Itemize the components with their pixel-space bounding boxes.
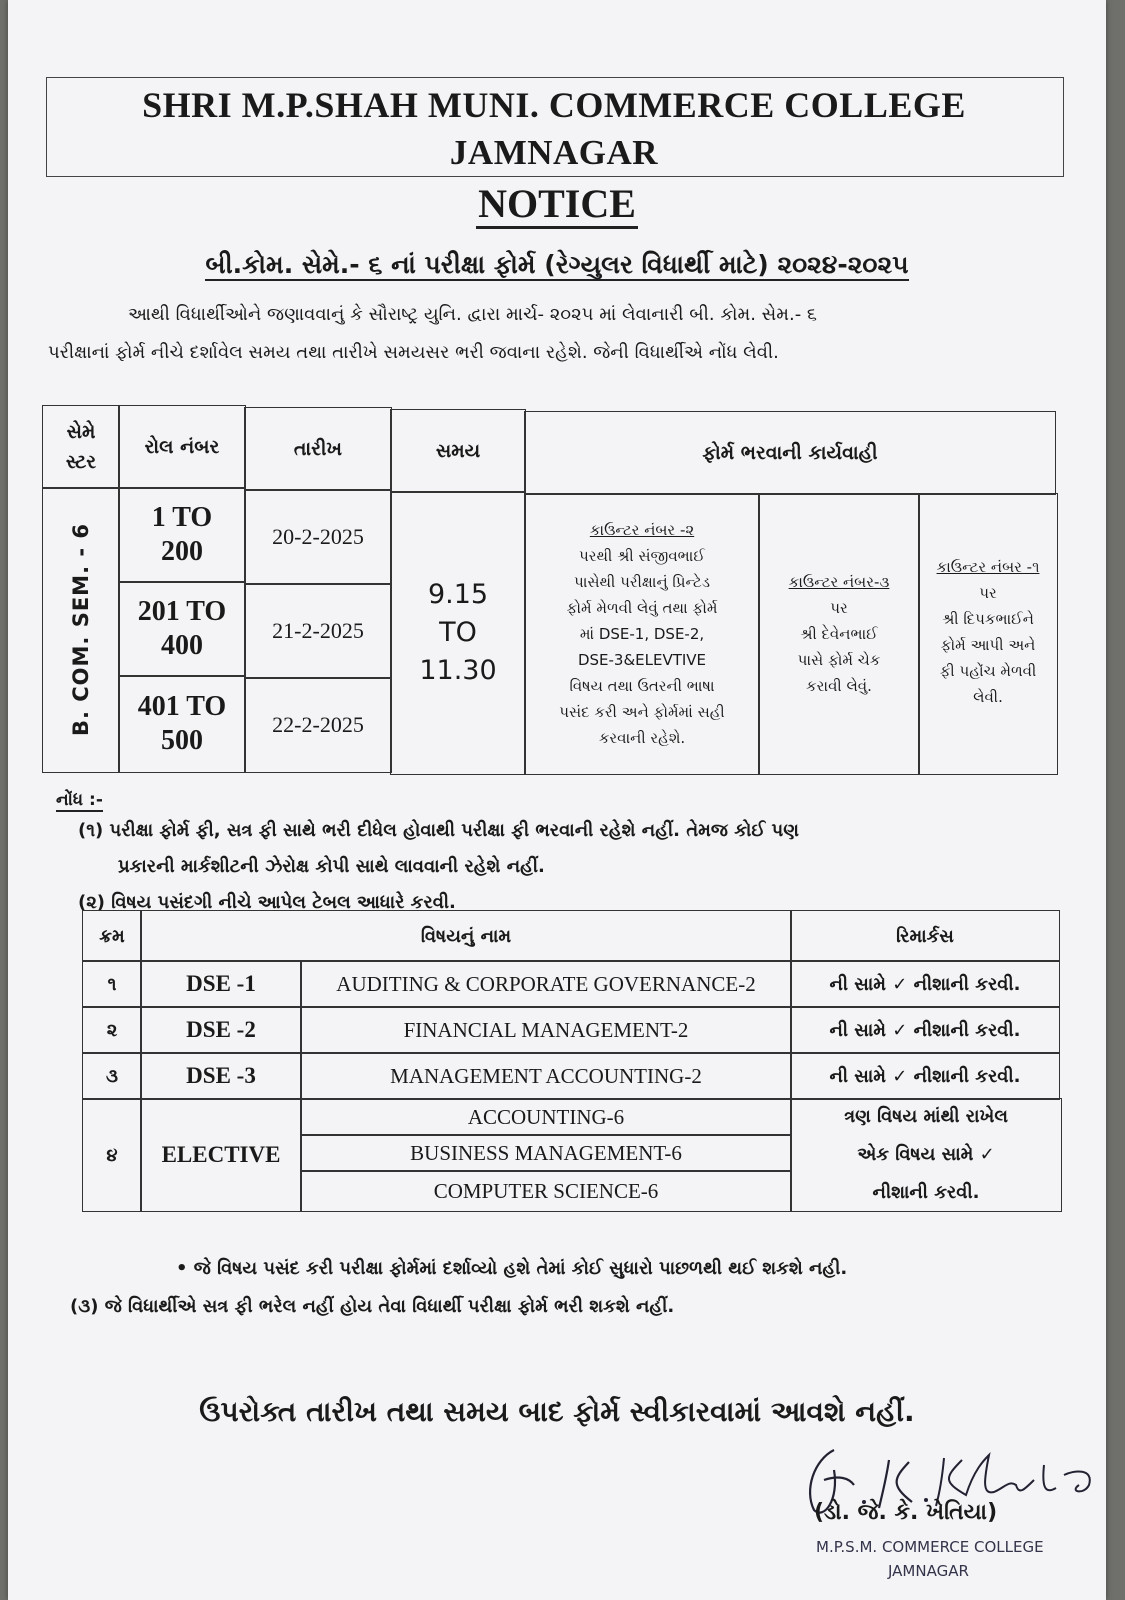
subject-header-no: ક્રમ [82, 910, 142, 962]
college-name: SHRI M.P.SHAH MUNI. COMMERCE COLLEGE [142, 85, 966, 125]
header-time: સમય [390, 409, 526, 493]
subject-row-3-no: ૩ [82, 1052, 142, 1100]
notes-title: નોંધ :- [56, 790, 103, 810]
counter-3-line: પાસે ફોર્મ ચેક [797, 651, 881, 669]
date-cell-2: 21-2-2025 [244, 583, 392, 679]
subject-row-2-name: FINANCIAL MANAGEMENT-2 [300, 1006, 792, 1054]
note-3: (૩) જે વિધાર્થીએ સત્ર ફી ભરેલ નહીં હોય તેવા વિધાર્થી પરીક્ષા ફોર્મ ભરી શકશે નહીં. [70, 1296, 675, 1317]
counter-2-line: પાસેથી પરીક્ષાનું પ્રિન્ટેડ [573, 573, 711, 591]
subject-row-1-remark: ની સામે ✓ નીશાની કરવી. [790, 960, 1060, 1008]
subject-header-remarks: રિમાર્કસ [790, 910, 1060, 962]
time-end: 11.30 [419, 655, 497, 686]
subject-row-2-remark: ની સામે ✓ નીશાની કરવી. [790, 1006, 1060, 1054]
elective-option-1: ACCOUNTING-6 [300, 1098, 792, 1136]
subject-line-text: બી.કોમ. સેમે.- ૬ નાં પરીક્ષા ફોર્મ (રેગ્યુલર વિધાર્થી માટે) ૨૦૨૪-૨૦૨૫ [205, 250, 909, 279]
header-semester-l2: સ્ટર [65, 451, 97, 473]
subject-line [8, 250, 1106, 280]
subject-row-1-no: ૧ [82, 960, 142, 1008]
counter-1-line: ફી પહોંચ મેળવી [939, 662, 1037, 680]
subject-row-3-remark: ની સામે ✓ નીશાની કરવી. [790, 1052, 1060, 1100]
roll-3-to: 500 [161, 725, 203, 756]
notice-title [8, 180, 1106, 227]
counter-3-title: કાઉન્ટર નંબર-૩ [788, 573, 890, 591]
note-2: (૨) વિષય પસંદગી નીચે આપેલ ટેબલ આધારે કરવી. [78, 892, 456, 913]
elective-remark-l1: ત્રણ વિષય માંથી રાખેલ [844, 1106, 1008, 1127]
date-cell-1: 20-2-2025 [244, 489, 392, 585]
header-date: તારીખ [244, 407, 392, 491]
subject-row-2-no: ૨ [82, 1006, 142, 1054]
subject-row-4-no: ૪ [82, 1098, 142, 1212]
subject-row-4-code: ELECTIVE [140, 1098, 302, 1212]
counter-2-line: કરવાની રહેશે. [598, 729, 686, 747]
roll-3-from: 401 TO [137, 691, 227, 722]
intro-paragraph [48, 296, 1078, 372]
time-cell [390, 491, 526, 775]
counter-3-line: પર [830, 599, 848, 617]
subject-row-1-code: DSE -1 [140, 960, 302, 1008]
elective-option-2: BUSINESS MANAGEMENT-6 [300, 1134, 792, 1172]
header-semester-l1: સેમે [66, 421, 96, 443]
counter-1-line: લેવી. [973, 688, 1003, 706]
roll-1-to: 200 [161, 536, 203, 567]
counter-2-line: પસંદ કરી અને ફોર્મમાં સહી [559, 703, 725, 721]
semester-label: B. COM. SEM. - 6 [69, 523, 93, 737]
semester-cell [42, 487, 120, 773]
closing-statement: ઉપરોક્ત તારીખ તથા સમય બાદ ફોર્મ સ્વીકારવામાં આવશે નહીં. [199, 1395, 915, 1428]
college-stamp-line-2: JAMNAGAR [888, 1562, 969, 1580]
counter-2-title: કાઉન્ટર નંબર -૨ [589, 521, 695, 539]
counter-3-line: શ્રી દેવેનભાઈ [800, 625, 878, 643]
roll-cell-3 [118, 675, 246, 773]
header-roll: રોલ નંબર [118, 405, 246, 489]
subject-row-2-code: DSE -2 [140, 1006, 302, 1054]
college-city: JAMNAGAR [449, 133, 659, 172]
roll-1-from: 1 TO [151, 502, 213, 533]
header-semester [42, 405, 120, 489]
counter-3-cell [758, 493, 920, 775]
roll-cell-1 [118, 487, 246, 583]
elective-remark-l3: નીશાની કરવી. [872, 1182, 980, 1203]
time-to: TO [439, 617, 477, 648]
counter-2-line: DSE-3&ELEVTIVE [577, 651, 707, 669]
counter-3-line: કરાવી લેવું. [806, 677, 872, 695]
elective-option-3: COMPUTER SCIENCE-6 [300, 1170, 792, 1212]
note-1-line-2: પ્રકારની માર્કશીટની ઝેરોક્ષ કોપી સાથે લાવવાની રહેશે નહીં. [118, 856, 545, 877]
subject-header-name: વિષયનું નામ [140, 910, 792, 962]
counter-2-line: માં DSE-1, DSE-2, [579, 625, 705, 643]
header-procedure: ફોર્મ ભરવાની કાર્યવાહી [524, 411, 1056, 495]
intro-line-1: આથી વિધાર્થીઓને જણાવવાનું કે સૌરાષ્ટ્ર યુનિ. દ્વારા માર્ચ- ૨૦૨૫ માં લેવાનારી બી. કોમ. સેમ.- ૬ [128, 304, 817, 325]
roll-2-from: 201 TO [137, 596, 227, 627]
subject-row-3-code: DSE -3 [140, 1052, 302, 1100]
counter-2-line: વિષય તથા ઉતરની ભાષા [569, 677, 715, 695]
roll-cell-2 [118, 581, 246, 677]
elective-remark [790, 1098, 1062, 1212]
counter-2-cell [524, 493, 760, 775]
intro-line-2: પરીક્ષાનાં ફોર્મ નીચે દર્શાવેલ સમય તથા તારીખે સમયસર ભરી જવાના રહેશે. જેની વિધાર્થીએ નોંધ લેવી. [48, 342, 779, 363]
notice-page [8, 0, 1106, 1600]
subject-row-1-name: AUDITING & CORPORATE GOVERNANCE-2 [300, 960, 792, 1008]
counter-1-line: ફોર્મ આપી અને [940, 636, 1036, 654]
signer-name: (ડો. જે. કે. ખેતિયા) [814, 1500, 998, 1525]
subject-row-3-name: MANAGEMENT ACCOUNTING-2 [300, 1052, 792, 1100]
time-start: 9.15 [427, 579, 489, 610]
counter-1-title: કાઉન્ટર નંબર -૧ [936, 558, 1040, 576]
counter-1-line: પર [979, 584, 997, 602]
college-stamp-line-1: M.P.S.M. COMMERCE COLLEGE [816, 1538, 1044, 1556]
elective-remark-l2: એક વિષય સામે ✓ [857, 1144, 995, 1165]
notice-title-text: NOTICE [476, 181, 638, 229]
date-cell-3: 22-2-2025 [244, 677, 392, 773]
bullet-note: • જે વિષય પસંદ કરી પરીક્ષા ફોર્મમાં દર્શાવ્યો હશે તેમાં કોઈ સુધારો પાછળથી થઈ શકશે નહી. [176, 1258, 848, 1279]
counter-2-line: પરથી શ્રી સંજીવભાઈ [579, 547, 705, 565]
counter-1-cell [918, 493, 1058, 775]
counter-1-line: શ્રી દિપકભાઈને [942, 610, 1034, 628]
note-1-line-1: (૧) પરીક્ષા ફોર્મ ફી, સત્ર ફી સાથે ભરી દીધેલ હોવાથી પરીક્ષા ફી ભરવાની રહેશે નહીં. તેમજ કોઈ પણ [78, 820, 799, 841]
counter-2-line: ફોર્મ મેળવી લેવું તથા ફોર્મ [566, 599, 718, 617]
roll-2-to: 400 [161, 630, 203, 661]
